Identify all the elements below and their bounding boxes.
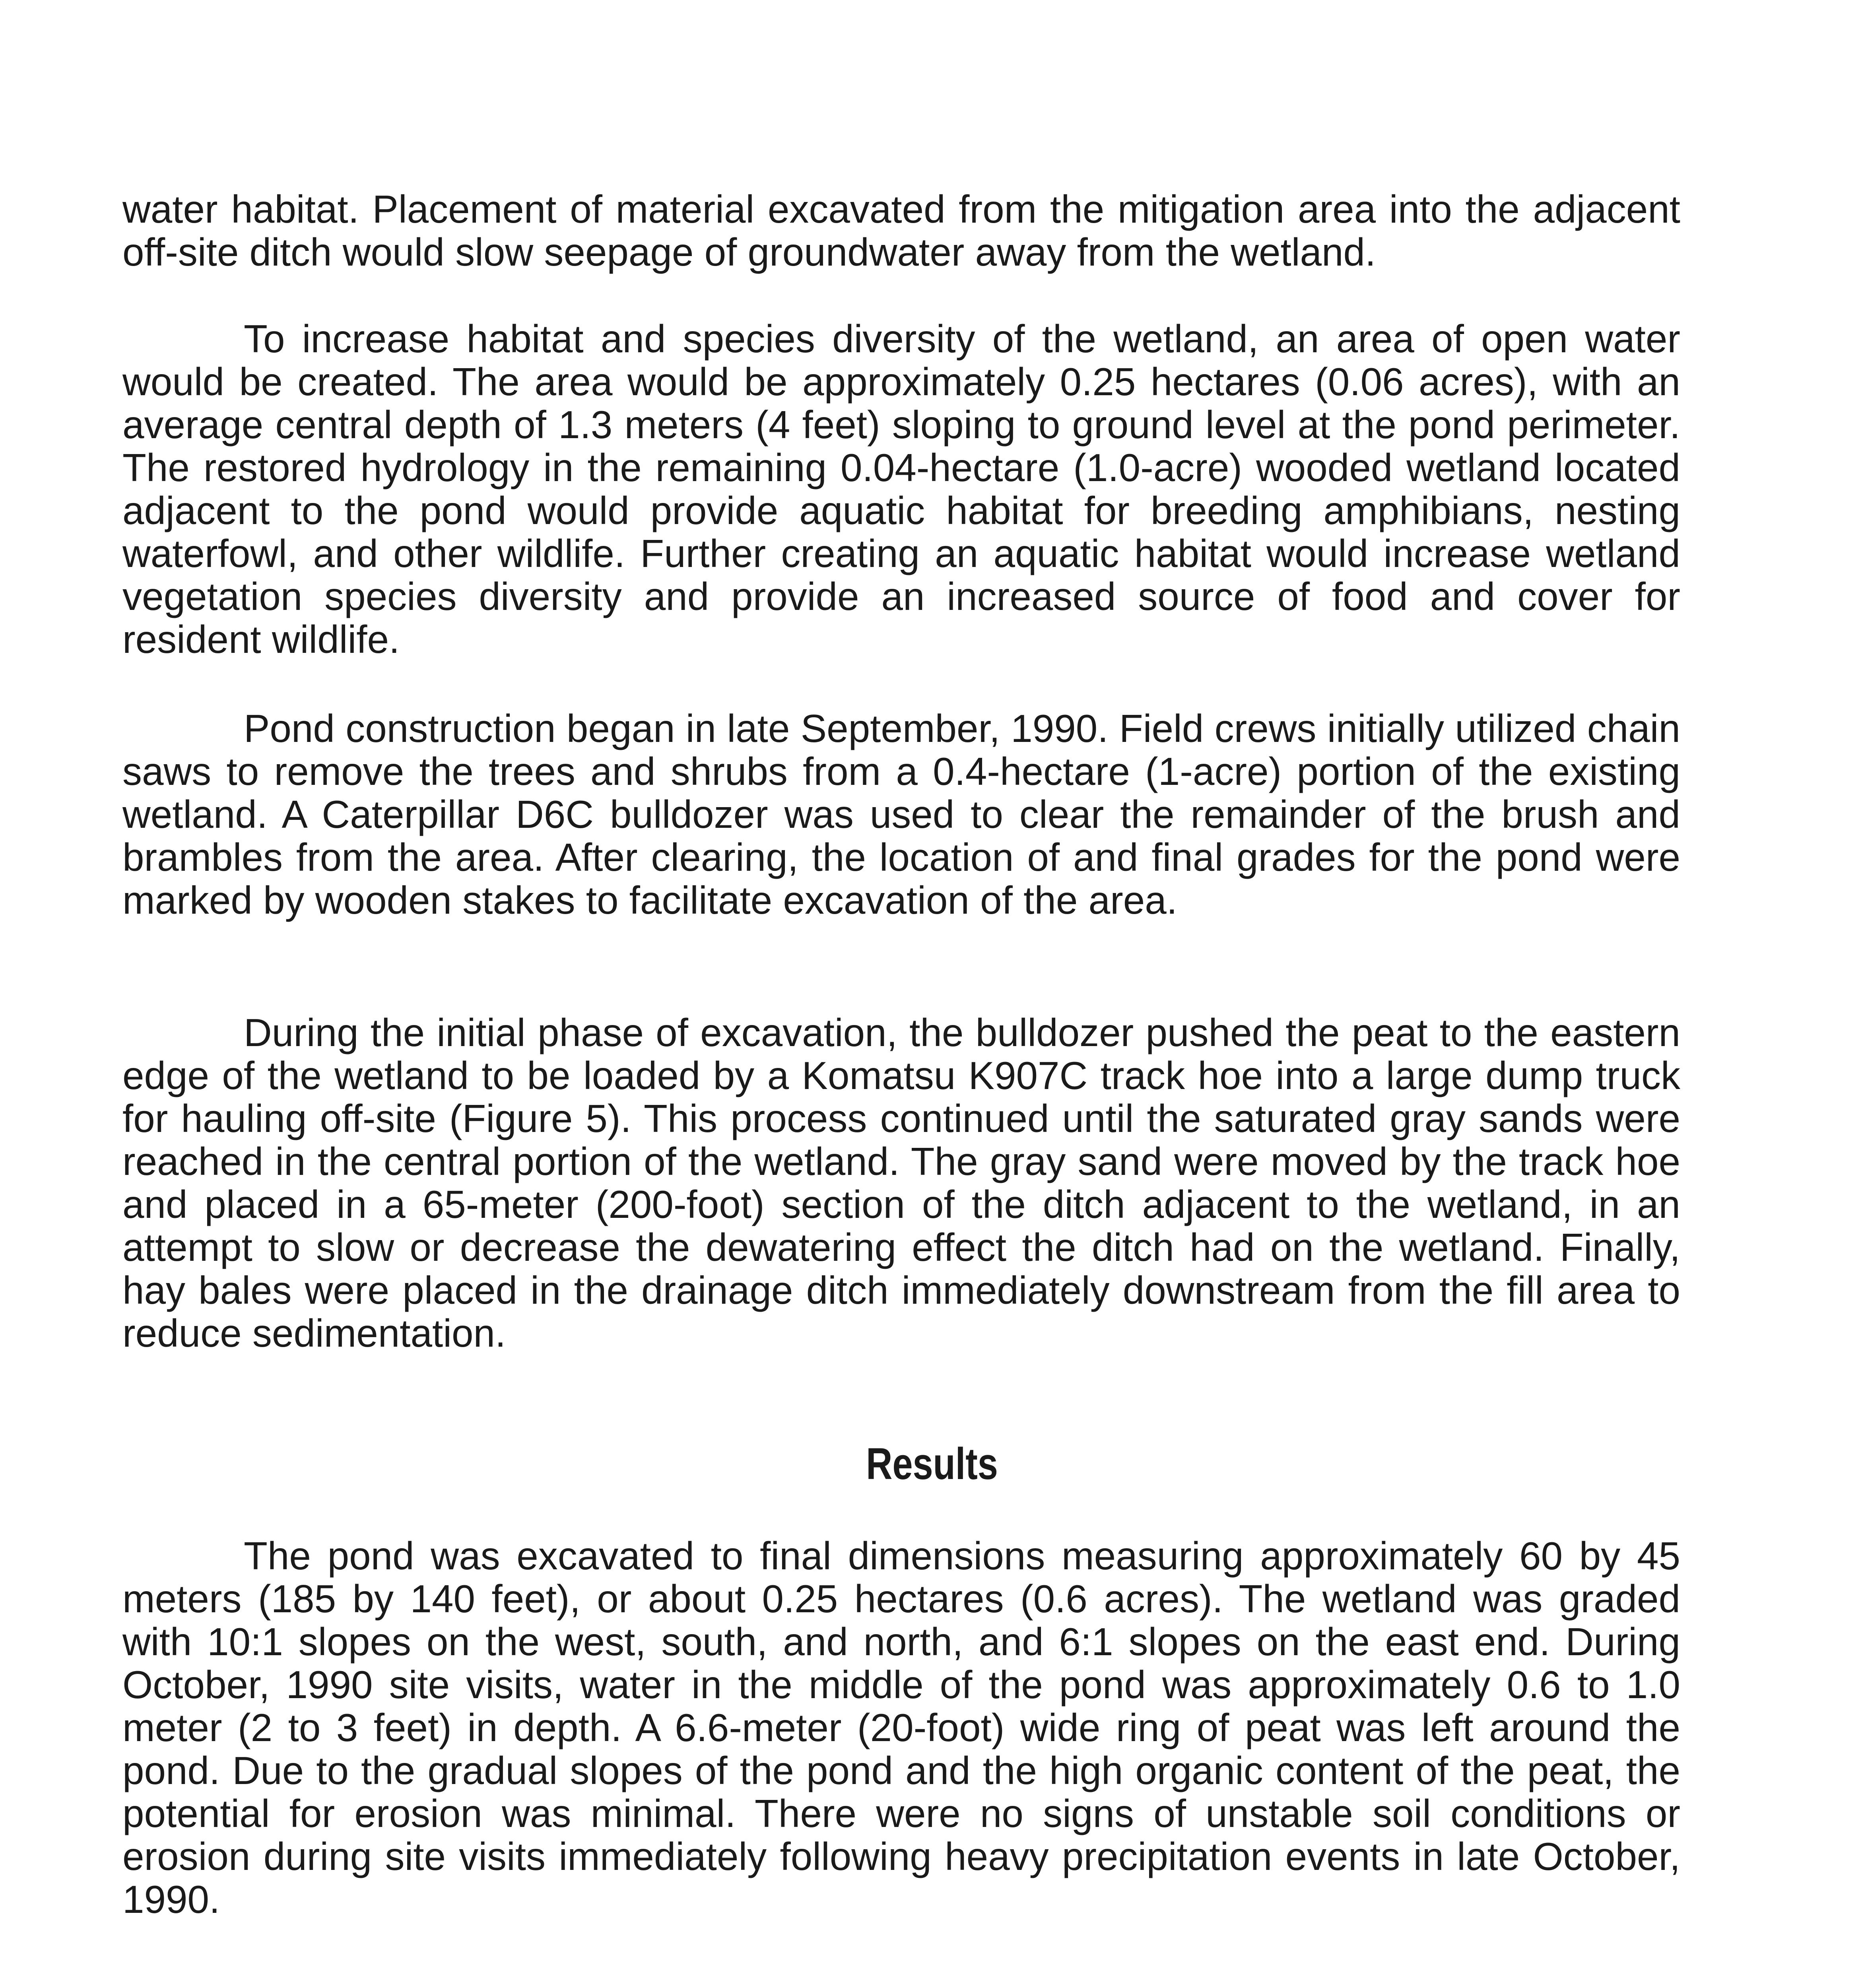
paragraph-results: The pond was excavated to final dimensions measuring approximately 60 by 45 meters (185 by 140 feet), or about 0.25 hectares (0.6 acres). The wetland was graded with 10:1 slopes on the west, south, and north, and 6:1 slopes on the east end. During October, 1990 site visits, water in the middle of the pond was approximately 0.6 to 1.0 meter (2 to 3 feet) in depth. A 6.6-meter (20-foot) wide ring of peat was left around the pond. Due to the gradual slopes of the pond and the high organic content of the peat, the potential for erosion was minimal. There were no signs of unstable soil conditions or erosion during site visits immediately following heavy precipitation events in late October, 1990. (122, 1534, 1680, 1921)
paragraph-pond-construction: Pond construction began in late September, 1990. Field crews initially utilized chain saws to remove the trees and shrubs from a 0.4-hectare (1-acre) portion of the existing wetland. A Caterpillar D6C bulldozer was used to clear the remainder of the brush and brambles from the area. After clearing, the location of and final grades for the pond were marked by wooden stakes to facilitate excavation of the area. (122, 707, 1680, 922)
paragraph-excavation-phase: During the initial phase of excavation, the bulldozer pushed the peat to the eastern edge of the wetland to be loaded by a Komatsu K907C track hoe into a large dump truck for hauling off-site (Figure 5). This process continued until the saturated gray sands were reached in the central portion of the wetland. The gray sand were moved by the track hoe and placed in a 65-meter (200-foot) section of the ditch adjacent to the wetland, in an attempt to slow or decrease the dewatering effect the ditch had on the wetland. Finally, hay bales were placed in the drainage ditch immediately downstream from the fill area to reduce sedimentation. (122, 1011, 1680, 1355)
paragraph-water-habitat: water habitat. Placement of material excavated from the mitigation area into the adjacent off-site ditch would slow seepage of groundwater away from the wetland. (122, 187, 1680, 274)
section-heading-results: Results (866, 1439, 998, 1489)
paragraph-habitat-diversity: To increase habitat and species diversity of the wetland, an area of open water would be created. The area would be approximately 0.25 hectares (0.06 acres), with an average central depth of 1.3 meters (4 feet) sloping to ground level at the pond perimeter. The restored hydrology in the remaining 0.04-hectare (1.0-acre) wooded wetland located adjacent to the pond would provide aquatic habitat for breeding amphibians, nesting waterfowl, and other wildlife. Further creating an aquatic habitat would increase wetland vegetation species diversity and provide an increased source of food and cover for resident wildlife. (122, 317, 1680, 661)
